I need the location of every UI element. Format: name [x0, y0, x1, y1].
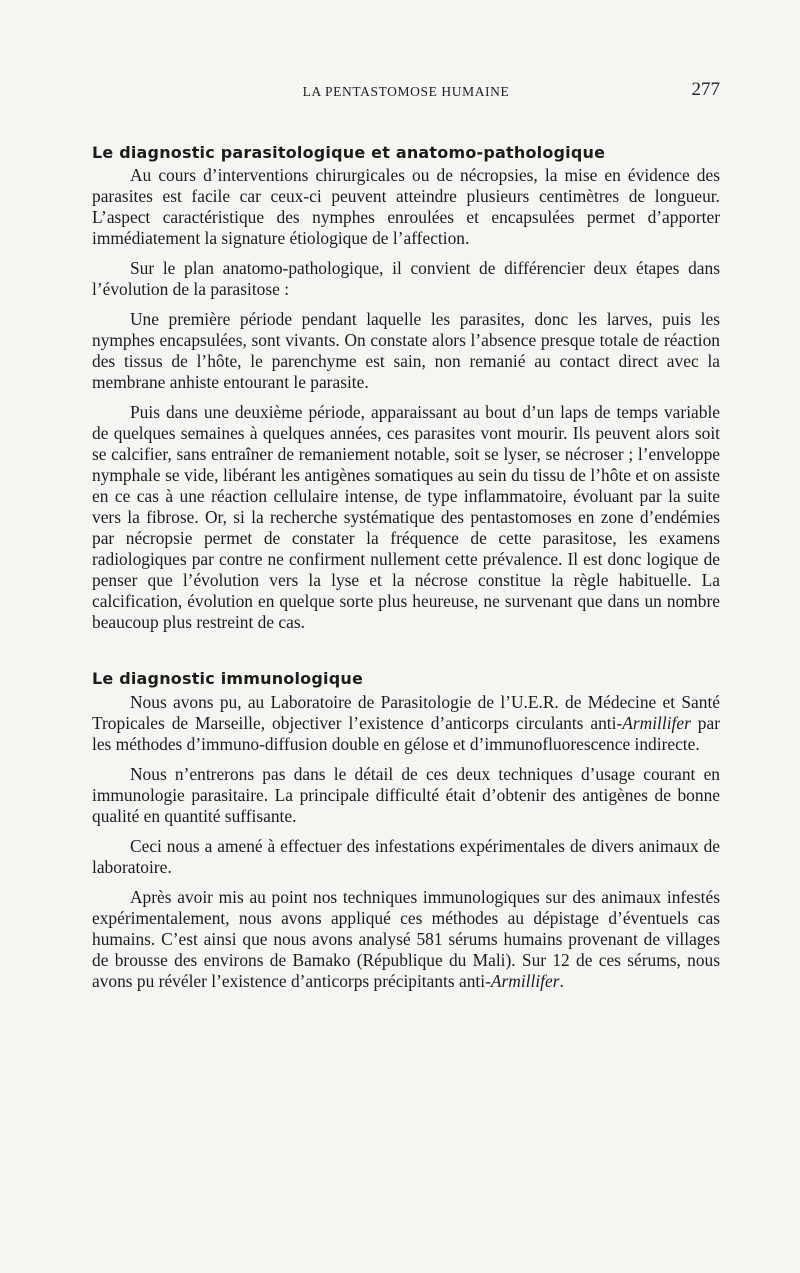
running-title: LA PENTASTOMOSE HUMAINE: [302, 84, 510, 99]
paragraph: Une première période pendant laquelle les parasites, donc les larves, puis les nymphes encapsulées, sont vivants. On constate alors l’absence presque totale de réaction des tissus de l’hôte, le parenchyme est sain, non remanié au contact direct avec la membrane anhiste entourant le parasite.: [92, 309, 720, 392]
page-header: [92, 80, 720, 104]
text-run: par les méthodes d’immuno-diffusion double en gélose et d’immunofluorescence indirecte.: [92, 713, 720, 754]
section-heading-parasitologique: Le diagnostic parasitologique et anatomo-pathologique: [92, 143, 606, 162]
text-run: Nous avons pu, au Laboratoire de Parasitologie de l’U.E.R. de Médecine et Santé Tropicales de Marseille, objectiver l’existence d’anticorps circulants anti-: [92, 692, 720, 733]
genus-name: Armillifer: [622, 713, 691, 733]
paragraph: Au cours d’interventions chirurgicales ou de nécropsies, la mise en évidence des parasites est facile car ceux-ci peuvent atteindre plusieurs centimètres de longueur. L’aspect caractéristique des nymphes enroulées et encapsulées permet d’apporter immédiatement la signature étiologique de l’affection.: [92, 165, 720, 248]
paragraph: [92, 692, 720, 755]
section-heading-immunologique: Le diagnostic immunologique: [92, 669, 364, 688]
page-body: [92, 143, 720, 992]
text-run: .: [559, 971, 564, 991]
genus-name: Armillifer: [490, 971, 560, 991]
text-run: Après avoir mis au point nos techniques immunologiques sur des animaux infestés expérimentalement, nous avons appliqué ces méthodes au dépistage d’éventuels cas humains. C’est ainsi que nous avons analysé 581 sérums humains provenant de villages de brousse des environs de Bamako (République du Mali). Sur 12 de ces sérums, nous avons pu révéler l’existence d’anticorps précipitants anti-: [92, 887, 720, 991]
paragraph: Puis dans une deuxième période, apparaissant au bout d’un laps de temps variable de quelques semaines à quelques années, ces parasites vont mourir. Ils peuvent alors soit se calcifier, sans entraîner de remaniement notable, soit se lyser, se nécroser ; l’enveloppe nymphale se vide, libérant les antigènes somatiques au sein du tissu de l’hôte et on assiste en ce cas à une réaction cellulaire intense, de type inflammatoire, évoluant par la suite vers la fibrose. Or, si la recherche systématique des pentastomoses en zone d’endémies par nécropsie permet de constater la fréquence de cette parasitose, les examens radiologiques par contre ne confirment nullement cette prévalence. Il est donc logique de penser que l’évolution vers la lyse et la nécrose constitue la règle habituelle. La calcification, évolution en quelque sorte plus heureuse, ne survenant que dans un nombre beaucoup plus restreint de cas.: [92, 402, 720, 632]
page-number: 277: [691, 79, 720, 100]
paragraph: Ceci nous a amené à effectuer des infestations expérimentales de divers animaux de laboratoire.: [92, 836, 720, 877]
paragraph: Nous n’entrerons pas dans le détail de ces deux techniques d’usage courant en immunologie parasitaire. La principale difficulté était d’obtenir des antigènes de bonne qualité en quantité suffisante.: [92, 764, 720, 826]
paragraph: [92, 887, 720, 992]
paragraph: Sur le plan anatomo-pathologique, il convient de différencier deux étapes dans l’évolution de la parasitose :: [92, 258, 720, 299]
